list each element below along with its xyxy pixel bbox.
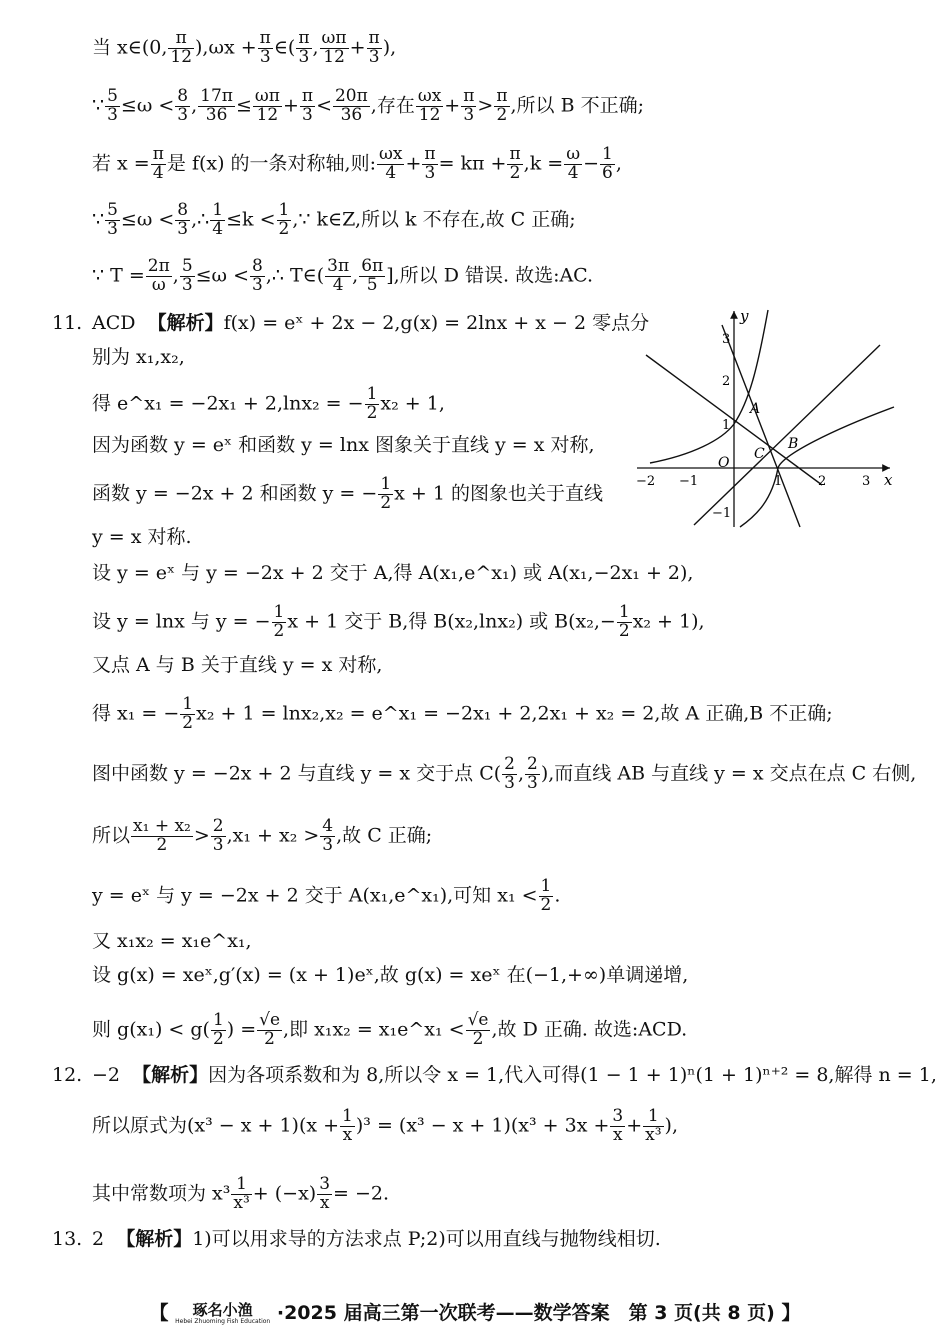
fraction: $\frac{\pi}{4}$: [152, 144, 164, 183]
fraction: $\frac{\omega\pi}{12}$: [254, 86, 280, 125]
analysis-tag: 【解析】: [132, 1064, 209, 1086]
p11-line-8: 设 y = lnx 与 y = − $\frac{1}{2}$ x + 1 交于 B,得 B(x₂,lnx₂) 或 B(x₂,− $\frac{1}{2}$ x₂ + 1),: [92, 602, 705, 641]
p11-line-7: 设 y = eˣ 与 y = −2x + 2 交于 A,得 A(x₁,e^x₁) 或 A(x₁,−2x₁ + 2),: [92, 562, 694, 584]
fraction: $\frac{1}{2}$: [380, 474, 392, 513]
p10-line-5: ∵ T = $\frac{2\pi}{\omega}$ , $\frac{5}{3}$ ≤ω < $\frac{8}{3}$ ,∴ T∈( $\frac{3\pi}{4}$ , $\frac{6\pi}{5}$ ],所以 D 错误. 故选:AC.: [92, 256, 594, 295]
fraction: $\frac{\pi}{12}$: [170, 28, 193, 67]
fraction: $\frac{1}{2}$: [366, 384, 378, 423]
fraction: $\frac{8}{3}$: [252, 256, 263, 295]
question-number: 12.: [52, 1064, 83, 1086]
analysis-tag: 【解析】: [116, 1228, 193, 1250]
y-tick-label: 2: [722, 374, 731, 389]
fraction: $\frac{3}{x}$: [319, 1174, 331, 1213]
question-number: 13.: [52, 1228, 83, 1250]
answer: ACD: [92, 312, 136, 334]
fraction: $\frac{√e}{2}$: [467, 1010, 489, 1049]
fraction: $\frac{\pi}{3}$: [368, 28, 380, 67]
p10-line-3: 若 x = $\frac{\pi}{4}$ 是 f(x) 的一条对称轴,则: $\frac{\omega x}{4}$ + $\frac{\pi}{3}$ = kπ + $\frac{\pi}{2}$ ,k = $\frac{\omega}{4}$ − $\frac{1}{6}$ ,: [92, 144, 622, 183]
p13-line-1: 2 【解析】1)可以用求导的方法求点 P;2)可以用直线与抛物线相切.: [92, 1228, 661, 1250]
p11-line-11: 图中函数 y = −2x + 2 与直线 y = x 交于点 C( $\frac{2}{3}$ , $\frac{2}{3}$ ),而直线 AB 与直线 y = x 交点在点 C 右侧,: [92, 754, 917, 793]
fraction: $\frac{\pi}{2}$: [496, 86, 508, 125]
p12-line-3: 其中常数项为 x³ $\frac{1}{\text{x³}}$ + (−x) $\frac{3}{x}$ = −2.: [92, 1174, 390, 1213]
fraction: $\frac{\pi}{3}$: [301, 86, 314, 125]
fraction: $\frac{\pi}{3}$: [298, 28, 310, 67]
fraction: $\frac{1}{2}$: [540, 876, 552, 915]
x-tick-label: −2: [636, 474, 656, 489]
p12-line-1: −2 【解析】因为各项系数和为 8,所以令 x = 1,代入可得(1 − 1 + 1)ⁿ(1 + 1)ⁿ⁺² = 8,解得 n = 1,: [92, 1064, 937, 1086]
x-tick-label: 2: [818, 474, 827, 489]
function-graph: [632, 305, 897, 530]
p11-line-15: 设 g(x) = xeˣ,g′(x) = (x + 1)eˣ,故 g(x) = xeˣ 在(−1,+∞)单调递增,: [92, 964, 689, 986]
question-number: 11.: [52, 312, 83, 334]
p11-line-10: 得 x₁ = − $\frac{1}{2}$ x₂ + 1 = lnx₂,x₂ = e^x₁ = −2x₁ + 2,2x₁ + x₂ = 2,故 A 正确,B 不正确;: [92, 694, 833, 733]
footer-text: ·2025 届高三第一次联考——数学答案 第 3 页(共 8 页): [276, 1302, 775, 1324]
x-tick-label: 1: [774, 474, 783, 489]
p11-line-16: 则 g(x₁) < g( $\frac{1}{2}$ ) = $\frac{√e}{2}$ ,即 x₁x₂ = x₁e^x₁ < $\frac{√e}{2}$ ,故 D 正确. 故选:ACD.: [92, 1010, 688, 1049]
fraction: $\frac{1}{2}$: [182, 694, 194, 733]
point-label-c: C: [754, 446, 765, 462]
fraction: $\frac{2}{3}$: [527, 754, 538, 793]
fraction: $\frac{2\pi}{\omega}$: [147, 256, 170, 295]
exp-curve: [650, 310, 768, 463]
p11-line-1: ACD 【解析】f(x) = eˣ + 2x − 2,g(x) = 2lnx + x − 2 零点分: [92, 312, 650, 334]
ln-curve: [740, 407, 894, 527]
p10-line-1: 当 x∈(0, $\frac{\pi}{12}$ ),ωx + $\frac{\pi}{3}$ ∈( $\frac{\pi}{3}$ , $\frac{\omega\pi}{12}$ + $\frac{\pi}{3}$ ),: [92, 28, 397, 67]
fraction: $\frac{\text{x₁ + x₂}}{2}$: [133, 816, 191, 855]
answer: 2: [92, 1228, 105, 1250]
fraction: $\frac{1}{\text{x³}}$: [645, 1106, 662, 1145]
fraction: $\frac{3}{x}$: [612, 1106, 624, 1145]
fraction: $\frac{√e}{2}$: [259, 1010, 281, 1049]
y-tick-label: 1: [722, 418, 731, 433]
fraction: $\frac{\omega x}{12}$: [417, 86, 442, 125]
answer: −2: [92, 1064, 121, 1086]
brand-logo: 琢名小渔 Hebei Zhuoming Fish Education: [175, 1300, 271, 1325]
fraction: $\frac{2}{3}$: [212, 816, 224, 855]
p11-line-13: y = eˣ 与 y = −2x + 2 交于 A(x₁,e^x₁),可知 x₁ < $\frac{1}{2}$ .: [92, 876, 561, 915]
p11-line-2: 别为 x₁,x₂,: [92, 346, 185, 368]
fraction: $\frac{8}{3}$: [177, 86, 189, 125]
p11-line-3: 得 e^x₁ = −2x₁ + 2,lnx₂ = − $\frac{1}{2}$ x₂ + 1,: [92, 384, 445, 423]
fraction: $\frac{20\pi}{36}$: [334, 86, 368, 125]
fraction: $\frac{1}{\text{x³}}$: [233, 1174, 250, 1213]
fraction: $\frac{5}{3}$: [107, 200, 118, 239]
axis-label-x: x: [884, 471, 893, 489]
fraction: $\frac{3\pi}{4}$: [327, 256, 350, 295]
fraction: $\frac{5}{3}$: [181, 256, 193, 295]
fraction: $\frac{\pi}{3}$: [259, 28, 271, 67]
p11-line-6: y = x 对称.: [92, 526, 192, 548]
fraction: $\frac{\omega x}{4}$: [379, 144, 403, 183]
point-label-a: A: [750, 401, 761, 417]
fraction: $\frac{1}{2}$: [273, 602, 285, 641]
fraction: $\frac{8}{3}$: [177, 200, 189, 239]
fraction: $\frac{\pi}{3}$: [463, 86, 475, 125]
fraction: $\frac{1}{2}$: [618, 602, 630, 641]
fraction: $\frac{1}{x}$: [342, 1106, 353, 1145]
fraction: $\frac{\omega\pi}{12}$: [321, 28, 347, 67]
origin-label: O: [718, 455, 730, 471]
p11-line-4: 因为函数 y = eˣ 和函数 y = lnx 图象关于直线 y = x 对称,: [92, 434, 595, 456]
fraction: $\frac{1}{2}$: [212, 1010, 224, 1049]
fraction: $\frac{1}{6}$: [601, 144, 613, 183]
p12-line-2: 所以原式为(x³ − x + 1)(x + $\frac{1}{x}$ )³ = (x³ − x + 1)(x³ + 3x + $\frac{3}{x}$ + $\frac{1}{\text{x³}}$ ),: [92, 1106, 678, 1145]
analysis-tag: 【解析】: [147, 312, 224, 334]
p11-line-5: 函数 y = −2x + 2 和函数 y = − $\frac{1}{2}$ x + 1 的图象也关于直线: [92, 474, 603, 513]
x-tick-label: −1: [679, 474, 699, 489]
fraction: $\frac{5}{3}$: [107, 86, 118, 125]
p11-line-9: 又点 A 与 B 关于直线 y = x 对称,: [92, 654, 383, 676]
axis-label-y: y: [740, 307, 749, 325]
fraction: $\frac{\omega}{4}$: [566, 144, 581, 183]
p10-line-4: ∵ $\frac{5}{3}$ ≤ω < $\frac{8}{3}$ ,∴ $\frac{1}{4}$ ≤k < $\frac{1}{2}$ ,∵ k∈Z,所以 k 不存在,故 C 正确;: [92, 200, 576, 239]
fraction: $\frac{1}{4}$: [212, 200, 224, 239]
y-tick-label: 3: [722, 332, 731, 347]
fraction: $\frac{\pi}{3}$: [424, 144, 436, 183]
p10-line-2: ∵ $\frac{5}{3}$ ≤ω < $\frac{8}{3}$ , $\frac{17\pi}{36}$ ≤ $\frac{\omega\pi}{12}$ + $\frac{\pi}{3}$ < $\frac{20\pi}{36}$ ,存在 $\frac{\omega x}{12}$ + $\frac{\pi}{3}$ > $\frac{\pi}{2}$ ,所以 B 不正确;: [92, 86, 644, 125]
page-footer: 【 琢名小渔 Hebei Zhuoming Fish Education ·2025 届高三第一次联考——数学答案 第 3 页(共 8 页) 】: [149, 1300, 801, 1325]
fraction: $\frac{\pi}{2}$: [509, 144, 521, 183]
point-label-b: B: [788, 436, 799, 452]
fraction: $\frac{4}{3}$: [322, 816, 334, 855]
fraction: $\frac{1}{2}$: [278, 200, 290, 239]
fraction: $\frac{17\pi}{36}$: [200, 86, 233, 125]
fraction: $\frac{6\pi}{5}$: [361, 256, 384, 295]
p11-line-14: 又 x₁x₂ = x₁e^x₁,: [92, 930, 252, 952]
x-tick-label: 3: [862, 474, 871, 489]
p11-line-12: 所以 $\frac{\text{x₁ + x₂}}{2}$ > $\frac{2}{3}$ ,x₁ + x₂ > $\frac{4}{3}$ ,故 C 正确;: [92, 816, 433, 855]
fraction: $\frac{2}{3}$: [504, 754, 515, 793]
y-tick-label: −1: [712, 506, 732, 521]
